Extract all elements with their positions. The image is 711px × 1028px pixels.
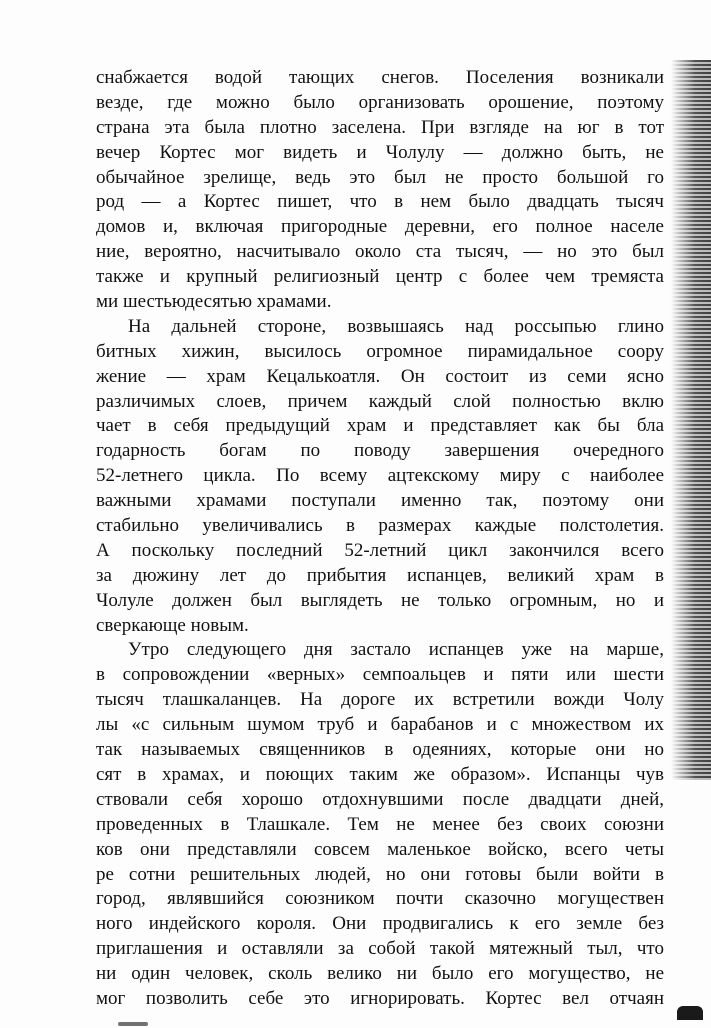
text-line: сверкающе новым. xyxy=(96,614,249,636)
text-line: ние, вероятно, насчитывало около ста тысяч, — но это был xyxy=(96,241,664,263)
text-line: ков они представляли совсем маленькое войско, всего четы xyxy=(96,838,664,860)
text-line: 52-летнего цикла. По всему ацтекскому миру с наиболее xyxy=(96,465,664,487)
text-line: Утро следующего дня застало испанцев уже на марше, xyxy=(128,639,664,661)
text-line: обычайное зрелище, ведь это был не просто большой го xyxy=(96,166,664,188)
text-line: На дальней стороне, возвышаясь над россыпью глино xyxy=(128,315,664,337)
text-line: страна эта была плотно заселена. При взгляде на юг в тот xyxy=(96,116,664,138)
text-line: также и крупный религиозный центр с более чем тремяста xyxy=(96,266,664,288)
text-line: жение — храм Кецалькоатля. Он состоит из семи ясно xyxy=(96,365,664,387)
body-text xyxy=(96,66,664,1012)
text-line: так называемых священников в одеяниях, которые они но xyxy=(96,739,664,761)
text-line: стабильно увеличивались в размерах каждые полстолетия. xyxy=(96,515,664,537)
text-line: приглашения и оставляли за собой такой мятежный тыл, что xyxy=(96,938,664,960)
text-line: ре сотни решительных людей, но они готовы были войти в xyxy=(96,863,664,885)
text-line: сят в храмах, и поющих таким же образом». Испанцы чув xyxy=(96,763,664,785)
text-line: ни один человек, сколь велико ни было его могущество, не xyxy=(96,963,664,985)
text-line: важными храмами поступали именно так, поэтому они xyxy=(96,490,664,512)
text-line: снабжается водой тающих снегов. Поселения возникали xyxy=(96,67,664,88)
text-line: род — а Кортес пишет, что в нем было двадцать тысяч xyxy=(96,191,664,213)
text-line: битных хижин, высилось огромное пирамидальное соору xyxy=(96,340,664,362)
text-line: годарность богам по поводу завершения очередного xyxy=(96,440,664,462)
text-line: различимых слоев, причем каждый слой полностью вклю xyxy=(96,390,664,412)
text-line: ного индейского короля. Они продвигались к его земле без xyxy=(96,913,664,935)
text-line: везде, где можно было организовать орошение, поэтому xyxy=(96,91,664,113)
text-line: за дюжину лет до прибытия испанцев, великий храм в xyxy=(96,564,664,586)
text-line: проведенных в Тлашкале. Тем не менее без своих союзни xyxy=(96,813,664,835)
text-line: тысяч тлашкаланцев. На дороге их встретили вожди Чолу xyxy=(96,689,664,711)
text-line: лы «с сильным шумом труб и барабанов и с множеством их xyxy=(96,714,664,736)
text-line: А поскольку последний 52-летний цикл закончился всего xyxy=(96,539,664,561)
text-line: вечер Кортес мог видеть и Чолулу — должно быть, не xyxy=(96,141,664,163)
text-line: ми шестьюдесятью храмами. xyxy=(96,291,332,313)
text-line: Чолуле должен был выглядеть не только огромным, но и xyxy=(96,589,664,611)
text-line: домов и, включая пригородные деревни, его полное населе xyxy=(96,216,664,238)
scan-smudge xyxy=(118,1022,148,1026)
text-line: город, являвшийся союзником почти сказочно могуществен xyxy=(96,888,664,910)
text-line: чает в себя предыдущий храм и представляет как бы бла xyxy=(96,415,664,437)
text-line: ствовали себя хорошо отдохнувшими после двадцати дней, xyxy=(96,788,664,810)
page-corner-mark xyxy=(677,1006,703,1020)
text-line: в сопровождении «верных» семпоальцев и пяти или шести xyxy=(96,664,664,686)
text-line: мог позволить себе это игнорировать. Кортес вел отчаян xyxy=(96,987,664,1009)
scan-edge-shadow xyxy=(671,60,711,780)
